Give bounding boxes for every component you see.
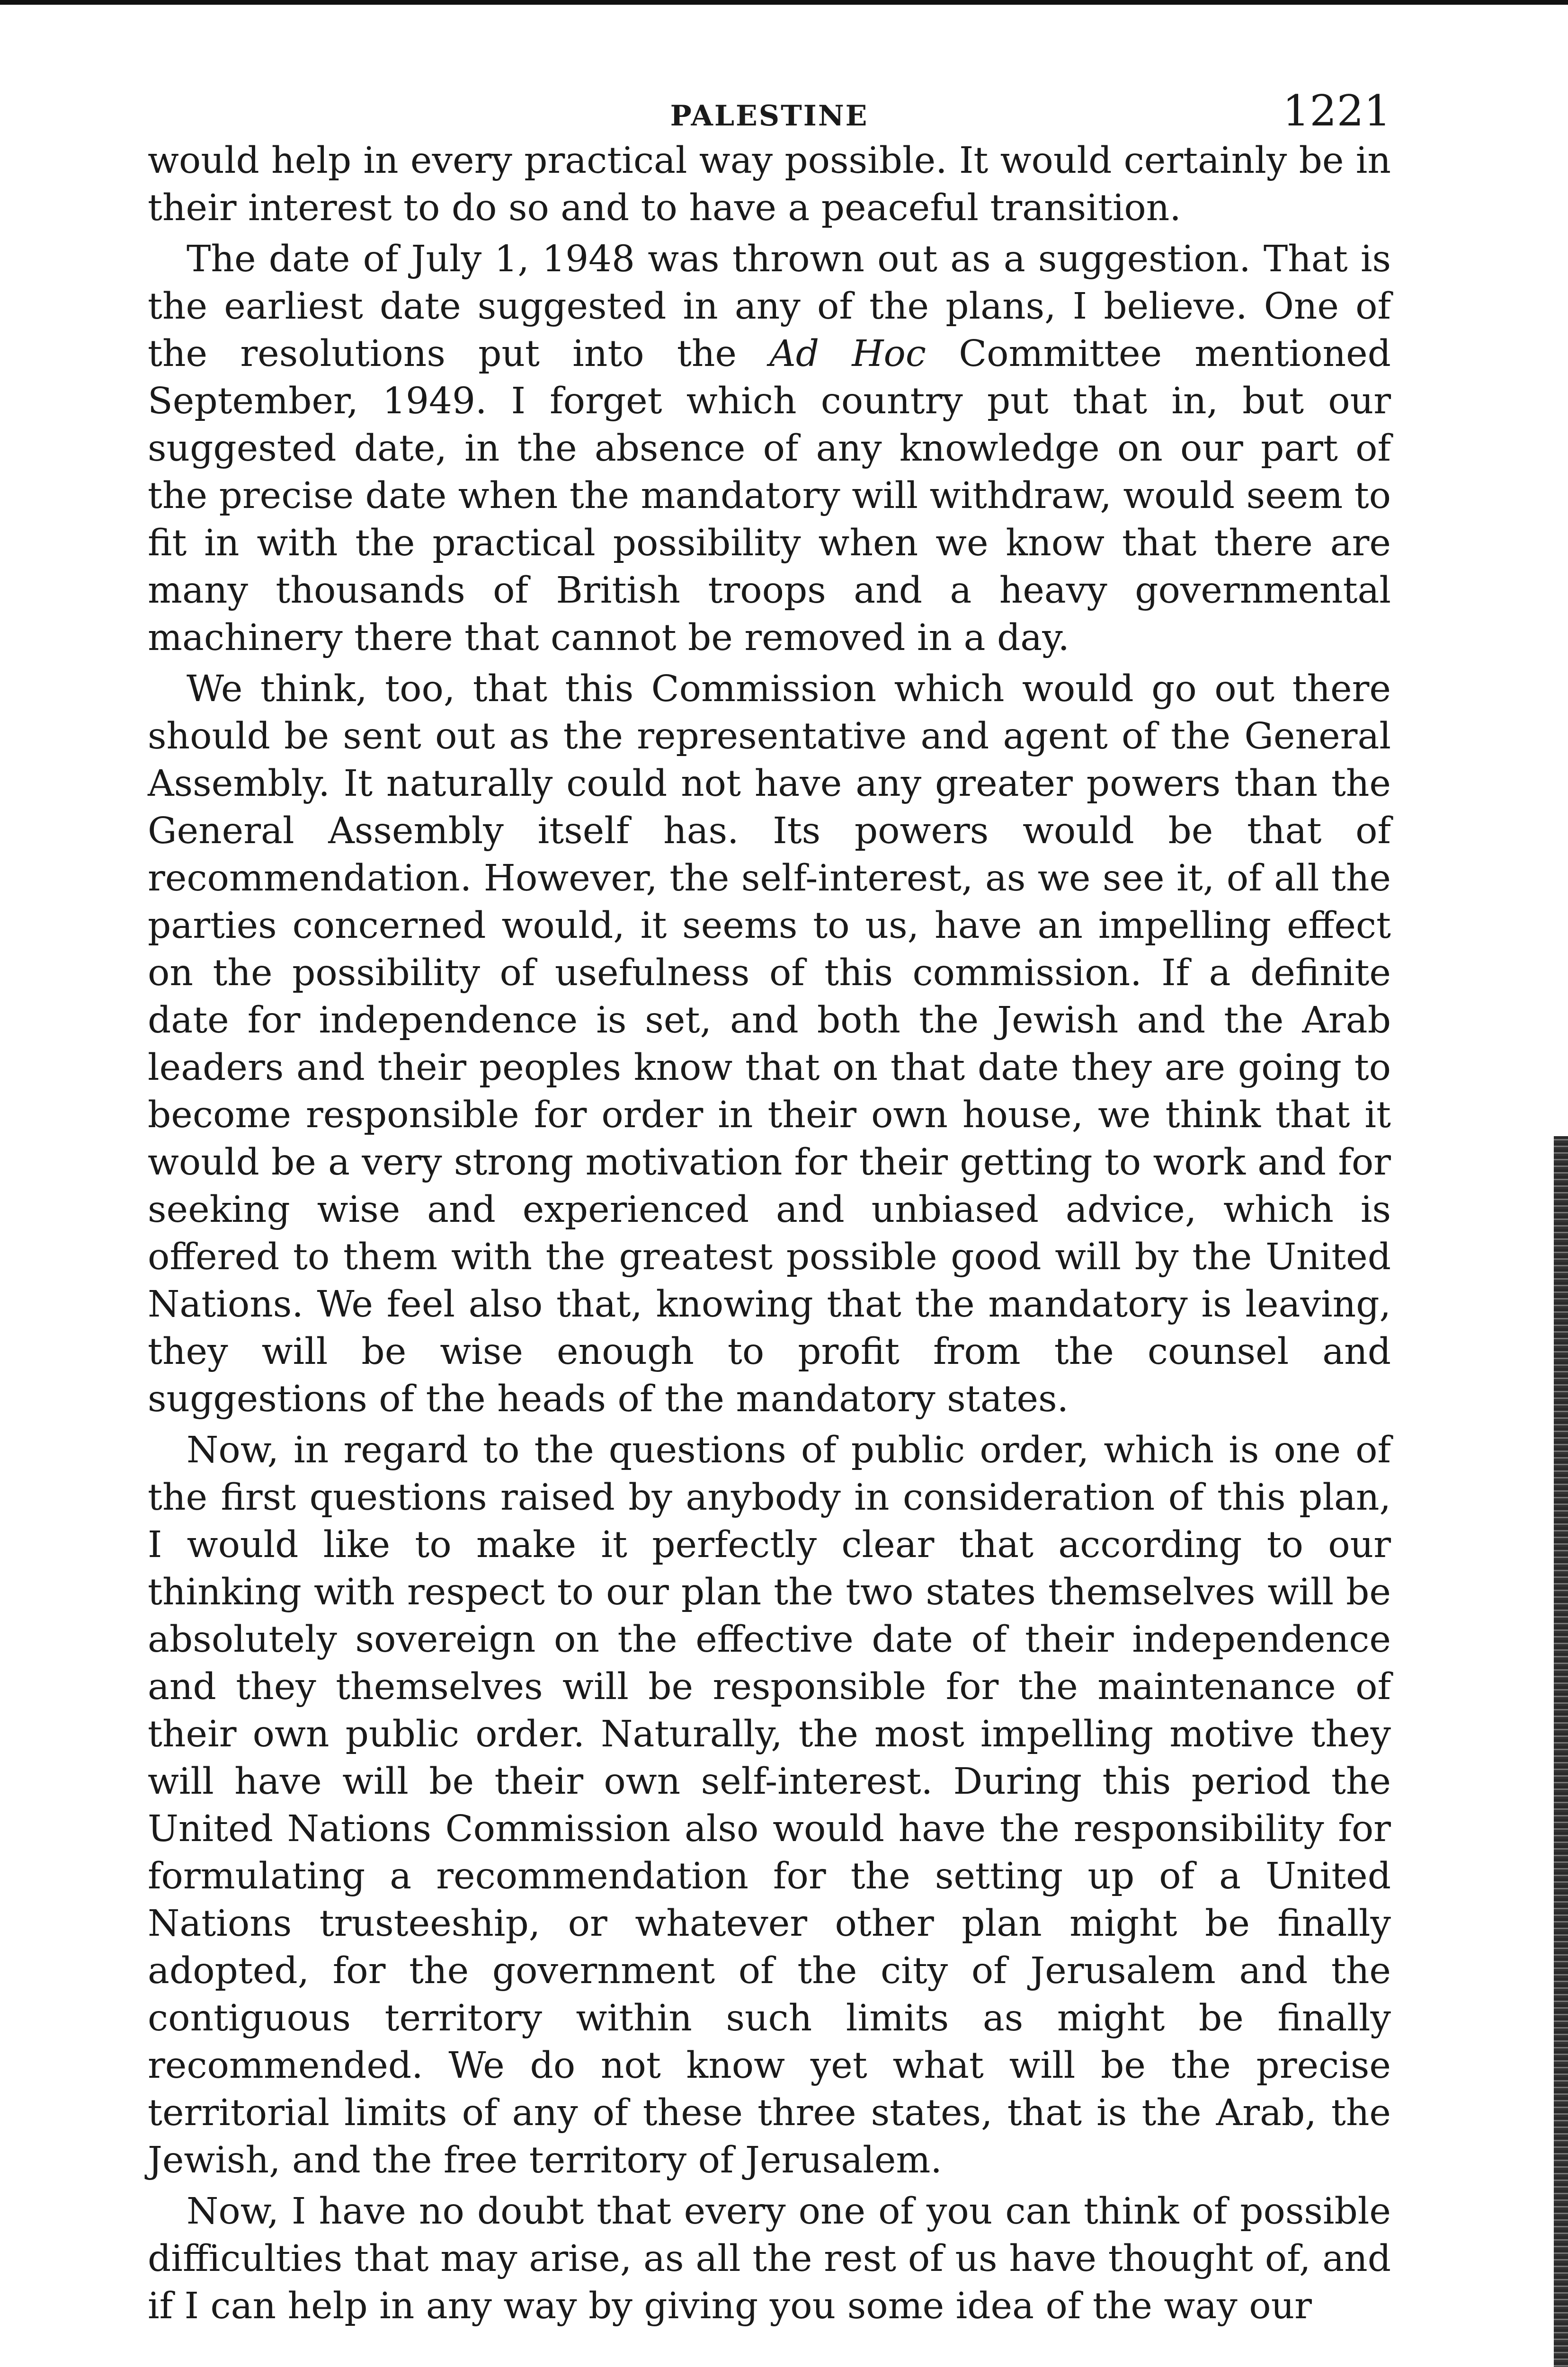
section-title: PALESTINE [670,99,869,133]
body-text [148,137,1391,2330]
page-number: 1221 [1282,86,1391,136]
scan-top-edge [0,0,1568,5]
paragraph-5: Now, I have no doubt that every one of you can think of possible difficulties that may arise, as all the rest of us have thought of, and if I can help in any way by giving you some idea of the way our [148,2190,1391,2327]
scan-right-edge [1554,1136,1568,2367]
paragraph-2-text-after: Committee mentioned September, 1949. I forget which country put that in, but our suggested date, in the absence of any knowledge on our part of the precise date when the mandatory will withdraw, would seem to fit in with the practical possibility when we know that there are many thousands of British troops and a heavy governmental machinery there that cannot be removed in a day. [148,333,1391,659]
paragraph-2 [148,236,1391,662]
running-head [148,85,1391,137]
italic-ad-hoc: Ad Hoc [769,333,926,375]
paragraph-3: We think, too, that this Commission which would go out there should be sent out as the representative and agent of the General Assembly. It naturally could not have any greater powers than the General Assembly itself has. Its powers would be that of recommendation. However, the self-interest, as we see it, of all the parties concerned would, it seems to us, have an impelling effect on the possibility of usefulness of this commission. If a definite date for independence is set, and both the Jewish and the Arab leaders and their peoples know that on that date they are going to become responsible for order in their own house, we think that it would be a very strong motivation for their getting to work and for seeking wise and experienced and unbiased advice, which is offered to them with the greatest possible good will by the United Nations. We feel also that, knowing that the mandatory is leaving, they will be wise enough to profit from the counsel and suggestions of the heads of the mandatory states. [148,668,1391,1420]
paragraph-1: would help in every practical way possible. It would certainly be in their interest to do so and to have a peaceful transition. [148,140,1391,229]
paragraph-4: Now, in regard to the questions of public order, which is one of the first questions raised by anybody in consideration of this plan, I would like to make it perfectly clear that according to our thinking with respect to our plan the two states themselves will be absolutely sovereign on the effective date of their independence and they themselves will be responsible for the maintenance of their own public order. Naturally, the most impelling motive they will have will be their own self-interest. During this period the United Nations Commission also would have the responsibility for formulating a recommendation for the setting up of a United Nations trusteeship, or whatever other plan might be finally adopted, for the government of the city of Jerusalem and the contiguous territory within such limits as might be finally recommended. We do not know yet what will be the precise territorial limits of any of these three states, that is the Arab, the Jewish, and the free territory of Jerusalem. [148,1429,1391,2181]
book-page [148,85,1391,2334]
paragraph-2-text-before: The date of July 1, 1948 was thrown out as a suggestion. That is the earliest date suggested in any of the plans, I believe. One of the resolutions put into the [148,238,1391,375]
